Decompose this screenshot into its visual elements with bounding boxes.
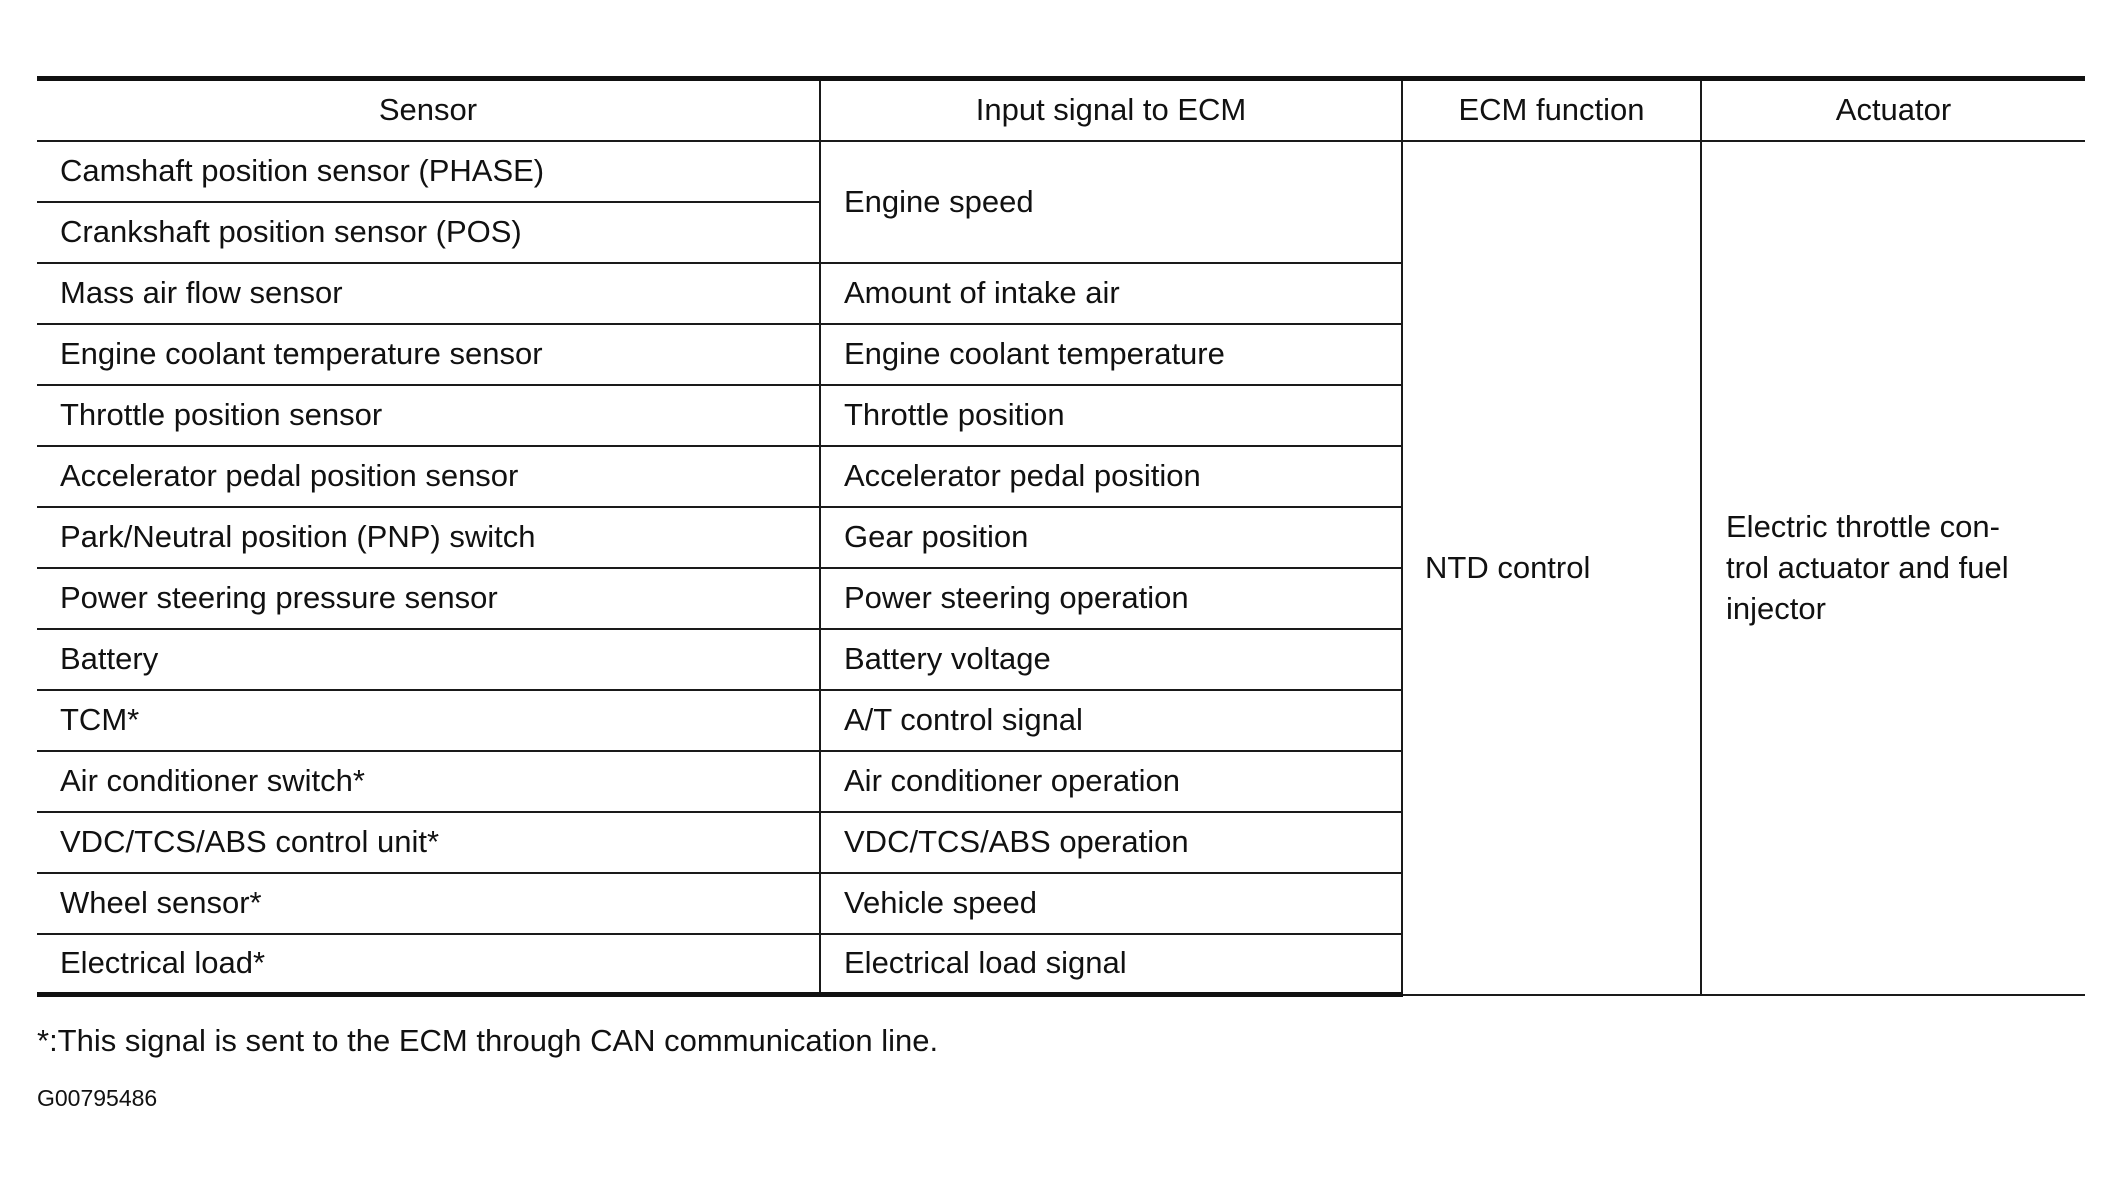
actuator-line: Electric throttle con-: [1726, 509, 2000, 544]
header-row: [37, 79, 2085, 141]
ecm-function-cell: NTD control: [1402, 141, 1701, 995]
input-signal-cell: Power steering operation: [820, 568, 1402, 629]
sensor-cell: VDC/TCS/ABS control unit*: [37, 812, 820, 873]
sensor-cell: Air conditioner switch*: [37, 751, 820, 812]
sensor-cell: TCM*: [37, 690, 820, 751]
sensor-cell: Mass air flow sensor: [37, 263, 820, 324]
sensor-cell: Accelerator pedal position sensor: [37, 446, 820, 507]
input-signal-cell: Air conditioner operation: [820, 751, 1402, 812]
input-signal-cell: A/T control signal: [820, 690, 1402, 751]
input-signal-cell: Engine coolant temperature: [820, 324, 1402, 385]
header-sensor: Sensor: [37, 79, 820, 141]
input-signal-cell: Accelerator pedal position: [820, 446, 1402, 507]
sensor-cell: Engine coolant temperature sensor: [37, 324, 820, 385]
sensor-cell: Throttle position sensor: [37, 385, 820, 446]
actuator-line: trol actuator and fuel: [1726, 550, 2009, 585]
sensor-cell: Crankshaft position sensor (POS): [37, 202, 820, 263]
input-signal-cell: Engine speed: [820, 141, 1402, 263]
footnote: *:This signal is sent to the ECM through CAN communication line.: [37, 1023, 939, 1058]
input-signal-cell: Gear position: [820, 507, 1402, 568]
sensor-cell: Park/Neutral position (PNP) switch: [37, 507, 820, 568]
header-actuator: Actuator: [1701, 79, 2085, 141]
actuator-cell: [1701, 141, 2085, 995]
input-signal-cell: Battery voltage: [820, 629, 1402, 690]
sensor-cell: Camshaft position sensor (PHASE): [37, 141, 820, 202]
figure-id: G00795486: [37, 1085, 158, 1111]
header-input-signal: Input signal to ECM: [820, 79, 1402, 141]
sensor-cell: Electrical load*: [37, 934, 820, 995]
sensor-signal-table: [37, 76, 2085, 997]
actuator-line: injector: [1726, 591, 1826, 626]
input-signal-cell: Amount of intake air: [820, 263, 1402, 324]
header-ecm-function: ECM function: [1402, 79, 1701, 141]
table-row: [37, 141, 2085, 202]
sensor-cell: Wheel sensor*: [37, 873, 820, 934]
input-signal-cell: Throttle position: [820, 385, 1402, 446]
sensor-cell: Battery: [37, 629, 820, 690]
input-signal-cell: Vehicle speed: [820, 873, 1402, 934]
input-signal-cell: VDC/TCS/ABS operation: [820, 812, 1402, 873]
input-signal-cell: Electrical load signal: [820, 934, 1402, 995]
sensor-cell: Power steering pressure sensor: [37, 568, 820, 629]
